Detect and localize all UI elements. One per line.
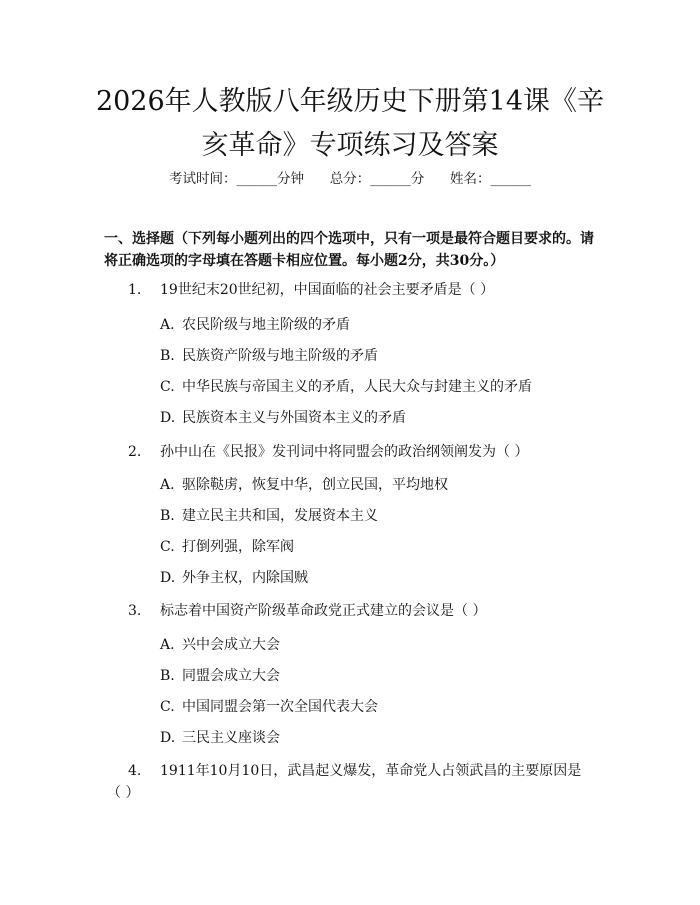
question-text: 19世纪末20世纪初，中国面临的社会主要矛盾是（ ） (160, 282, 495, 298)
option-3b: B. 同盟会成立大会 (160, 668, 280, 684)
option-3d: D. 三民主义座谈会 (160, 730, 280, 746)
question-text: 孙中山在《民报》发刊词中将同盟会的政治纲领阐发为（ ） (160, 444, 529, 460)
question-text: 1911年10月10日，武昌起义爆发，革命党人占领武昌的主要原因是 (160, 763, 582, 779)
option-1d: D. 民族资本主义与外国资本主义的矛盾 (160, 410, 406, 426)
option-2d: D. 外争主权，内除国贼 (160, 570, 308, 586)
exam-meta-line: 考试时间：______分钟 总分：______分 姓名：______ (169, 171, 531, 187)
question-number: 4. (128, 763, 142, 779)
option-2b: B. 建立民主共和国，发展资本主义 (160, 508, 378, 524)
question-number: 3. (128, 603, 142, 619)
option-1a: A. 农民阶级与地主阶级的矛盾 (160, 317, 350, 333)
question-text: 标志着中国资产阶级革命政党正式建立的会议是（ ） (160, 603, 487, 619)
option-1c: C. 中华民族与帝国主义的矛盾，人民大众与封建主义的矛盾 (160, 379, 532, 395)
option-3c: C. 中国同盟会第一次全国代表大会 (160, 699, 378, 715)
question-number: 1. (128, 282, 142, 298)
question-number: 2. (128, 444, 142, 460)
title-line-2: 亥革命》专项练习及答案 (201, 130, 499, 161)
option-3a: A. 兴中会成立大会 (160, 637, 280, 653)
option-2c: C. 打倒列强，除军阀 (160, 539, 294, 555)
title-line-1: 2026年人教版八年级历史下册第14课《辛 (95, 86, 605, 117)
section-heading: 一、选择题（下列每小题列出的四个选项中，只有一项是最符合题目要求的。请将正确选项的字母填在答题卡相应位置。每小题2分，共30分。） (104, 231, 594, 269)
option-2a: A. 驱除鞑虏，恢复中华，创立民国，平均地权 (160, 477, 448, 493)
question-4-continuation: （ ） (107, 785, 140, 801)
option-1b: B. 民族资产阶级与地主阶级的矛盾 (160, 348, 378, 364)
document-title (60, 80, 640, 168)
